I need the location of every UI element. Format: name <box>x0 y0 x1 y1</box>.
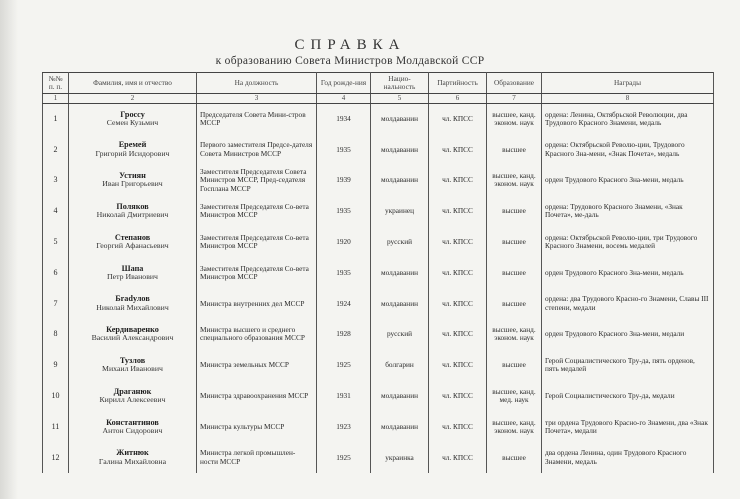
nationality-cell: болгарин <box>371 350 429 381</box>
nationality-cell: молдаванин <box>371 381 429 412</box>
table-row <box>43 381 714 412</box>
birth-year-cell: 1923 <box>317 411 371 442</box>
table-header-row <box>43 73 714 94</box>
education-cell: высшее, канд. эконом. наук <box>487 411 542 442</box>
person-name <box>69 165 197 196</box>
given-names: Николай Михайлович <box>96 302 169 312</box>
education-cell: высшее <box>487 257 542 288</box>
given-names: Николай Дмитриевич <box>96 210 169 220</box>
given-names: Василий Александрович <box>91 333 174 343</box>
education-cell: высшее, канд. мед. наук <box>487 381 542 412</box>
position-cell: Заместителя Председателя Со-вета Министров МССР <box>197 196 317 227</box>
awards-cell: орден Трудового Красного Зна-мени, медаль <box>542 257 714 288</box>
birth-year-cell: 1935 <box>317 196 371 227</box>
birth-year-cell: 1934 <box>317 104 371 135</box>
given-names: Георгий Афанасьевич <box>96 241 169 251</box>
party-cell: чл. КПСС <box>429 104 487 135</box>
table-row <box>43 196 714 227</box>
position-cell: Заместителя Председателя Со-вета Министров МССР <box>197 257 317 288</box>
nationality-cell: молдаванин <box>371 257 429 288</box>
birth-year-cell: 1925 <box>317 350 371 381</box>
table-row <box>43 350 714 381</box>
surname: Гроссу <box>120 109 145 119</box>
column-number: 8 <box>542 94 714 104</box>
awards-cell: два ордена Ленина, один Трудового Красного Знамени, медаль <box>542 442 714 473</box>
surname: Устиян <box>119 171 146 181</box>
person-name <box>69 257 197 288</box>
given-names: Антон Сидорович <box>102 425 163 435</box>
education-cell: высшее, канд. эконом. наук <box>487 165 542 196</box>
table-row <box>43 257 714 288</box>
party-cell: чл. КПСС <box>429 257 487 288</box>
surname: Поляков <box>116 202 149 212</box>
row-number: 7 <box>43 288 69 319</box>
birth-year-cell: 1928 <box>317 319 371 350</box>
party-cell: чл. КПСС <box>429 165 487 196</box>
birth-year-cell: 1931 <box>317 381 371 412</box>
party-cell: чл. КПСС <box>429 442 487 473</box>
person-name <box>69 381 197 412</box>
position-cell: Министра земельных МССР <box>197 350 317 381</box>
row-number: 6 <box>43 257 69 288</box>
row-number: 3 <box>43 165 69 196</box>
nationality-cell: украинец <box>371 196 429 227</box>
party-cell: чл. КПСС <box>429 288 487 319</box>
header-awards: Награды <box>542 73 714 94</box>
birth-year-cell: 1935 <box>317 257 371 288</box>
table-row <box>43 442 714 473</box>
page-fold-shadow <box>0 0 18 499</box>
birth-year-cell: 1935 <box>317 134 371 165</box>
education-cell: высшее <box>487 442 542 473</box>
party-cell: чл. КПСС <box>429 196 487 227</box>
surname: Тузлов <box>119 356 146 366</box>
nationality-cell: русский <box>371 319 429 350</box>
row-number: 10 <box>43 381 69 412</box>
person-name <box>69 442 197 473</box>
column-number: 6 <box>429 94 487 104</box>
row-number: 12 <box>43 442 69 473</box>
surname: Степанов <box>114 232 151 242</box>
surname: Константинов <box>106 417 159 427</box>
surname: Кердиваренко <box>106 325 159 335</box>
birth-year-cell: 1920 <box>317 227 371 258</box>
awards-cell: орден Трудового Красного Зна-мени, медаль <box>542 165 714 196</box>
awards-cell: ордена: Ленина, Октябрьской Революции, два Трудового Красного Знамени, медаль <box>542 104 714 135</box>
header-num: №№ п. п. <box>43 73 69 94</box>
document-title: СПРАВКА <box>294 37 406 53</box>
person-name <box>69 104 197 135</box>
column-number: 2 <box>69 94 197 104</box>
person-name <box>69 134 197 165</box>
awards-cell: ордена: два Трудового Красно-го Знамени, Славы III степени, медали <box>542 288 714 319</box>
nationality-cell: молдаванин <box>371 288 429 319</box>
awards-cell: три ордена Трудового Красно-го Знамени, два «Знак Почета», медали <box>542 411 714 442</box>
header-nationality: Нацио-нальность <box>371 73 429 94</box>
table-row <box>43 165 714 196</box>
column-number-row <box>43 94 714 104</box>
surname: Еремей <box>118 140 147 150</box>
given-names: Михаил Иванович <box>102 364 163 374</box>
person-name <box>69 227 197 258</box>
education-cell: высшее <box>487 227 542 258</box>
education-cell: высшее <box>487 288 542 319</box>
row-number: 8 <box>43 319 69 350</box>
given-names: Петр Иванович <box>107 271 158 281</box>
table-row <box>43 411 714 442</box>
position-cell: Министра легкой промышлен-ности МССР <box>197 442 317 473</box>
header-position: На должность <box>197 73 317 94</box>
table-row <box>43 319 714 350</box>
column-number: 3 <box>197 94 317 104</box>
table-row <box>43 288 714 319</box>
header-name: Фамилия, имя и отчество <box>69 73 197 94</box>
awards-cell: Герой Социалистического Тру-да, медали <box>542 381 714 412</box>
awards-cell: ордена: Октябрьской Револю-ции, Трудового Красного Зна-мени, «Знак Почета», медаль <box>542 134 714 165</box>
row-number: 1 <box>43 104 69 135</box>
header-party: Партийность <box>429 73 487 94</box>
education-cell: высшее <box>487 196 542 227</box>
party-cell: чл. КПСС <box>429 319 487 350</box>
nationality-cell: молдаванин <box>371 411 429 442</box>
header-education: Образование <box>487 73 542 94</box>
person-name <box>69 319 197 350</box>
ministers-table <box>42 72 714 473</box>
person-name <box>69 350 197 381</box>
education-cell: высшее <box>487 134 542 165</box>
position-cell: Министра здравоохранения МССР <box>197 381 317 412</box>
person-name <box>69 288 197 319</box>
awards-cell: Герой Социалистического Тру-да, пять орденов, пять медалей <box>542 350 714 381</box>
party-cell: чл. КПСС <box>429 350 487 381</box>
position-cell: Председателя Совета Мини-стров МССР <box>197 104 317 135</box>
given-names: Григорий Исидорович <box>95 148 170 158</box>
person-name <box>69 411 197 442</box>
party-cell: чл. КПСС <box>429 134 487 165</box>
nationality-cell: украинка <box>371 442 429 473</box>
given-names: Галина Михайловна <box>98 456 167 466</box>
position-cell: Министра высшего и среднего специального образования МССР <box>197 319 317 350</box>
table-row <box>43 104 714 135</box>
column-number: 1 <box>43 94 69 104</box>
education-cell: высшее <box>487 350 542 381</box>
position-cell: Министра культуры МССР <box>197 411 317 442</box>
party-cell: чл. КПСС <box>429 411 487 442</box>
party-cell: чл. КПСС <box>429 381 487 412</box>
awards-cell: ордена: Трудового Красного Знамени, «Знак Почета», ме-даль <box>542 196 714 227</box>
birth-year-cell: 1939 <box>317 165 371 196</box>
party-cell: чл. КПСС <box>429 227 487 258</box>
surname: Житнюк <box>116 448 149 458</box>
column-number: 4 <box>317 94 371 104</box>
row-number: 9 <box>43 350 69 381</box>
education-cell: высшее, канд. эконом. наук <box>487 104 542 135</box>
birth-year-cell: 1925 <box>317 442 371 473</box>
given-names: Семен Кузьмич <box>106 118 159 128</box>
position-cell: Министра внутренних дел МССР <box>197 288 317 319</box>
awards-cell: орден Трудового Красного Зна-мени, медали <box>542 319 714 350</box>
surname: Драганюк <box>113 386 152 396</box>
birth-year-cell: 1924 <box>317 288 371 319</box>
document-subtitle: к образованию Совета Министров Молдавской ССР <box>215 55 485 67</box>
person-name <box>69 196 197 227</box>
nationality-cell: молдаванин <box>371 134 429 165</box>
row-number: 4 <box>43 196 69 227</box>
surname: Шапа <box>121 263 144 273</box>
given-names: Кирилл Алексеевич <box>99 395 166 405</box>
surname: Бradулов <box>115 294 150 304</box>
row-number: 11 <box>43 411 69 442</box>
table-body <box>43 104 714 474</box>
row-number: 5 <box>43 227 69 258</box>
position-cell: Заместителя Председателя Со-вета Министров МССР <box>197 227 317 258</box>
given-names: Иван Григорьевич <box>102 179 163 189</box>
table-row <box>43 227 714 258</box>
table-row <box>43 134 714 165</box>
education-cell: высшее, канд. эконом. наук <box>487 319 542 350</box>
nationality-cell: русский <box>371 227 429 258</box>
awards-cell: ордена: Октябрьской Револю-ции, три Трудового Красного Знамени, восемь медалей <box>542 227 714 258</box>
column-number: 7 <box>487 94 542 104</box>
column-number: 5 <box>371 94 429 104</box>
nationality-cell: молдаванин <box>371 165 429 196</box>
header-year: Год рожде-ния <box>317 73 371 94</box>
row-number: 2 <box>43 134 69 165</box>
nationality-cell: молдаванин <box>371 104 429 135</box>
position-cell: Первого заместителя Предсе-дателя Совета Министров МССР <box>197 134 317 165</box>
position-cell: Заместителя Председателя Совета Министров МССР, Пред-седателя Госплана МССР <box>197 165 317 196</box>
